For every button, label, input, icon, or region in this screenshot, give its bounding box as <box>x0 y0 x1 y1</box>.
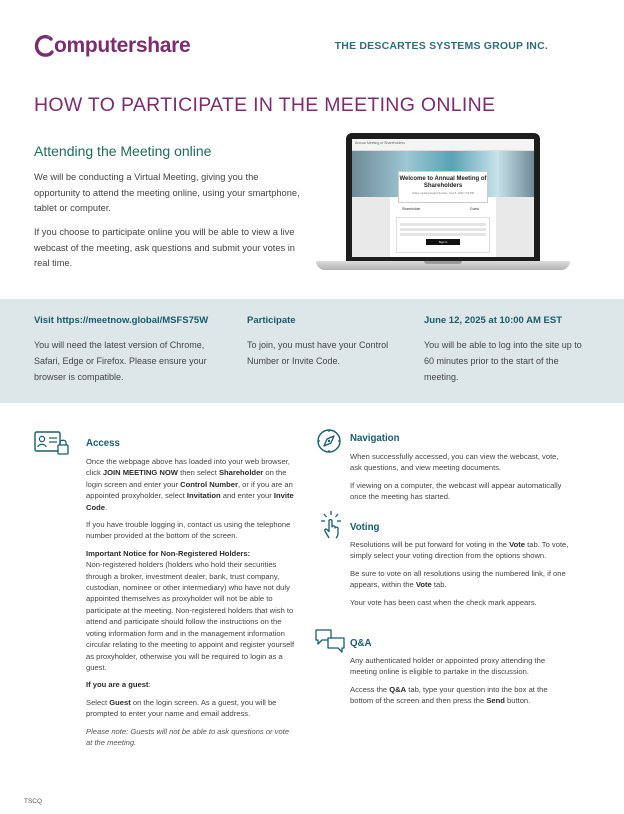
screen-left-panel <box>352 197 390 257</box>
screen-right-panel <box>496 197 534 257</box>
screen-welcome-sub: Online meeting begins Sunday, June 5, 2022 7:00 PM <box>412 192 474 195</box>
screen-banner <box>352 151 534 197</box>
logo-wordmark: omputershare <box>54 34 191 57</box>
meeting-date-heading: June 12, 2025 at 10:00 AM EST <box>424 315 562 326</box>
computershare-c-logo-icon <box>34 34 56 58</box>
text-run: button. <box>504 696 531 706</box>
text-run: . <box>104 502 108 512</box>
computershare-logo <box>34 34 190 58</box>
navigation-paragraph-2: If viewing on a computer, the webcast will appear automatically once the meeting has started. <box>350 480 562 502</box>
meeting-date-text: You will be able to log into the site up to 60 minutes prior to the start of the meeting. <box>424 340 582 382</box>
screen-guest-label: Guest <box>470 207 480 211</box>
text-run: tab. <box>431 580 447 590</box>
attending-paragraph-2: If you choose to participate online you will be able to view a live webcast of the meeting, ask questions and submit your votes in real time. <box>34 227 295 268</box>
screen-form-line <box>400 223 486 226</box>
compass-icon <box>316 428 342 454</box>
laptop-illustration <box>316 133 570 275</box>
vote-tab-text: Vote <box>509 540 526 549</box>
band-visit-column <box>34 315 224 385</box>
text-run: Be sure to vote on all resolutions using the numbered link, if one appears, within the <box>350 568 566 590</box>
voting-paragraph-3: Your vote has been cast when the check mark appears. <box>350 597 537 607</box>
screen-form-line <box>400 228 486 231</box>
guest-paragraph <box>86 697 296 720</box>
screen-form-line <box>400 233 486 236</box>
guest-title <box>86 679 296 690</box>
qa-paragraph-1: Any authenticated holder or appointed proxy attending the meeting online is eligible to partake in the discussion. <box>350 656 546 677</box>
access-paragraph-1 <box>86 456 296 513</box>
qa-paragraph-2 <box>350 684 572 707</box>
screen-banner-title: Annual Meeting of Shareholders <box>355 141 406 145</box>
navigation-title: Navigation <box>350 433 400 444</box>
voting-body <box>350 539 572 614</box>
visit-heading: Visit https://meetnow.global/MSFS75W <box>34 315 209 326</box>
screen-body <box>352 197 534 257</box>
voting-title: Voting <box>350 522 380 533</box>
text-run: , or if you are an appointed proxyholder, select <box>86 479 293 501</box>
access-paragraph-2: If you have trouble logging in, contact us using the telephone number provided at the bottom of the screen. <box>86 520 291 541</box>
voting-paragraph-1 <box>350 539 572 562</box>
text-run: Select <box>86 697 110 707</box>
guest-title-text: If you are a guest <box>86 680 149 690</box>
band-date-column <box>424 315 584 385</box>
qa-title: Q&A <box>350 638 372 649</box>
text-run: Access the <box>350 684 390 694</box>
screen-topbar <box>352 139 534 151</box>
text-run: Once the webpage above has loaded into your web browser, click <box>86 457 290 478</box>
text-run: on the login screen. As a guest, you will be prompted to enter your name and email address. <box>86 697 277 719</box>
invite-code-text: Invite Code <box>86 491 294 512</box>
page-title: HOW TO PARTICIPATE IN THE MEETING ONLINE <box>34 94 496 116</box>
screen-signin-button: Sign in <box>426 239 460 245</box>
notice-title-text: Important Notice for Non-Registered Holders: <box>86 548 251 558</box>
navigation-paragraph-1: When successfully accessed, you can view the webcast, vote, ask questions, and view meeting documents. <box>350 452 559 473</box>
screen-shareholder-label: Shareholder <box>402 207 421 211</box>
chat-bubbles-icon <box>314 628 346 654</box>
vote-tab-text: Vote <box>415 580 432 590</box>
footer-code: TSCQ <box>24 798 43 805</box>
qa-body <box>350 655 572 713</box>
screen-login-form <box>396 217 490 253</box>
text-run: on the login screen and enter your <box>86 468 287 489</box>
invitation-text: Invitation <box>186 491 221 501</box>
company-name: THE DESCARTES SYSTEMS GROUP INC. <box>334 40 548 52</box>
text-run: and enter your <box>220 491 274 501</box>
text-run: then select <box>177 468 219 478</box>
hand-click-icon <box>318 510 344 540</box>
guest-note-text: Please note: Guests will not be able to ask questions or vote at the meeting. <box>86 726 290 747</box>
laptop-notch <box>424 261 462 264</box>
info-band <box>0 299 624 403</box>
notice-text: Non-registered holders (holders who hold their securities through a broker, investment dealer, bank, trust company, custodian, nominee or other intermediary) who have not duly appointed themselves as proxyholder will not be able to participate at the meeting. Non-registered holders that wish to attend and participate should follow the instructions on the voting information form and in the management information circular relating to the meeting to appoint and register yourself as proxyholder, otherwise you will be required to login as a guest. <box>86 560 295 672</box>
attending-title: Attending the Meeting online <box>34 143 212 159</box>
send-text: Send <box>486 696 505 706</box>
attending-paragraph-1: We will be conducting a Virtual Meeting, giving you the opportunity to attend the meeting online, using your smartphone, tablet or computer. <box>34 172 300 213</box>
notice-title <box>86 548 296 559</box>
qa-tab-text: Q&A <box>389 684 407 694</box>
control-number-text: Control Number <box>180 479 238 489</box>
visit-text: You will need the latest version of Chrome, Safari, Edge or Firefox. Please ensure your browser is compatible. <box>34 340 207 382</box>
participate-text: To join, you must have your Control Number or Invite Code. <box>247 340 389 366</box>
text-run: tab. To vote, simply select your voting direction from the options shown. <box>350 540 569 561</box>
participate-heading: Participate <box>247 315 296 326</box>
navigation-body <box>350 451 570 509</box>
join-meeting-now-text: JOIN MEETING NOW <box>102 468 178 478</box>
screen-welcome-title: Welcome to Annual Meeting of Shareholders <box>399 176 487 189</box>
access-body <box>86 456 296 754</box>
laptop-screen <box>352 139 534 257</box>
band-participate-column <box>247 315 412 369</box>
text-run: : <box>148 680 151 690</box>
shareholder-text: Shareholder <box>218 468 264 478</box>
text-run: Resolutions will be put forward for voting in the <box>350 540 510 549</box>
guest-note <box>86 726 296 749</box>
voting-paragraph-2 <box>350 568 572 591</box>
text-run: tab, type your question into the box at the bottom of the screen and then press the <box>350 684 548 706</box>
guest-text: Guest <box>109 697 131 707</box>
id-card-lock-icon <box>34 430 70 456</box>
access-title: Access <box>86 438 120 449</box>
